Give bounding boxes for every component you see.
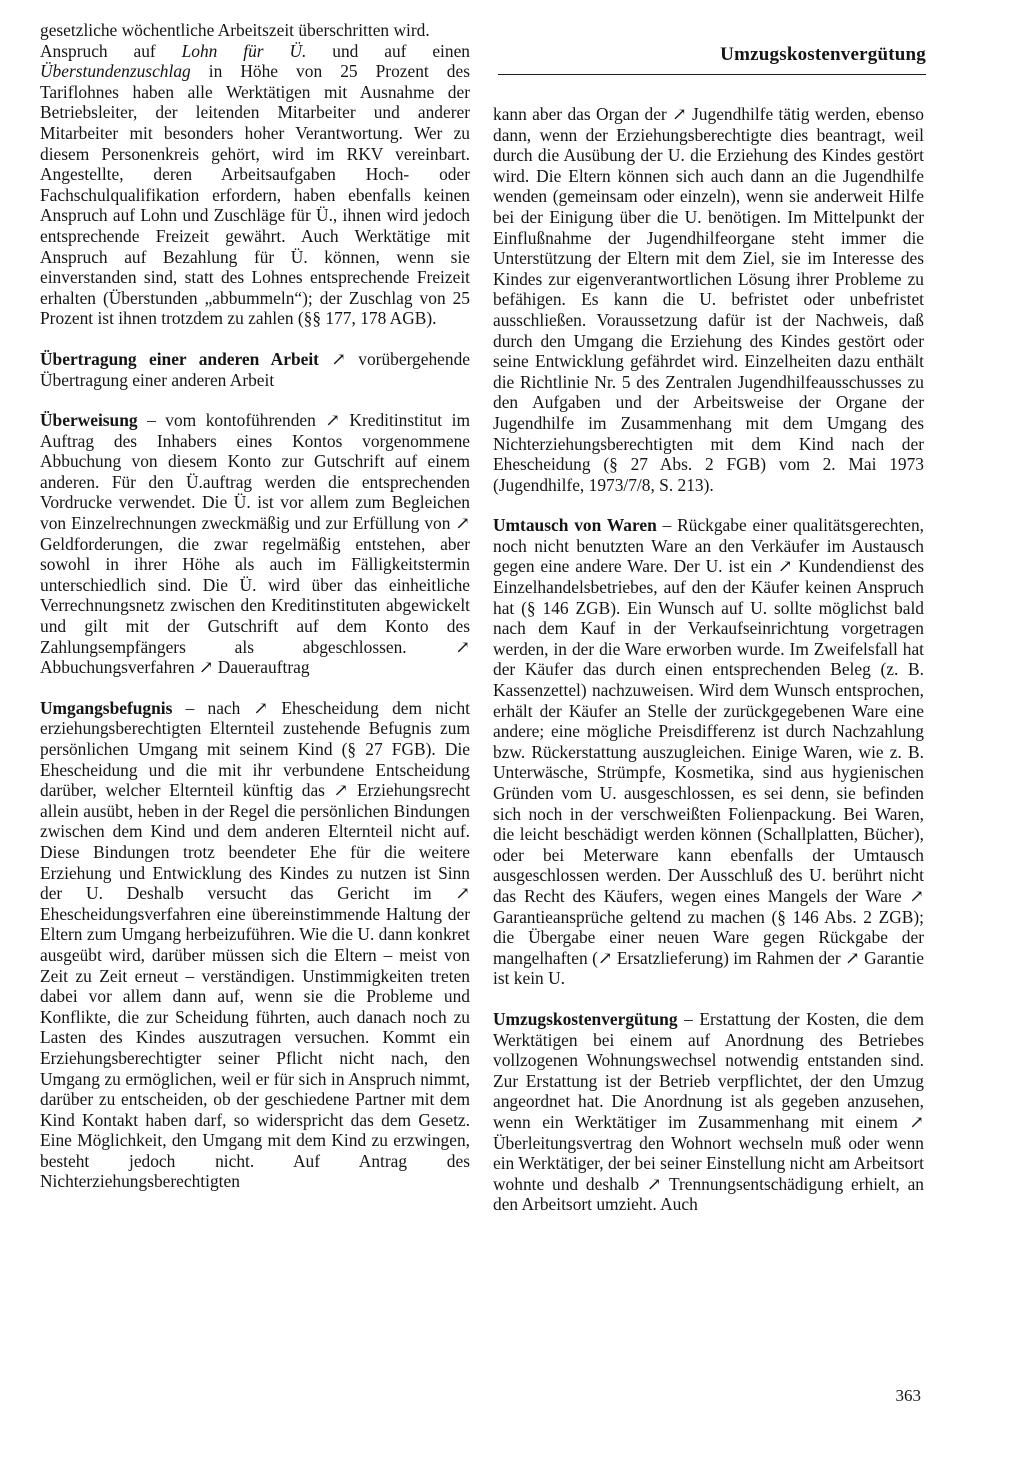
- text-run: Anspruch auf: [40, 40, 182, 61]
- entry-term: Übertragung einer anderen Arbeit: [40, 348, 319, 369]
- entry-ueberweisung: [40, 410, 470, 678]
- right-column: [493, 104, 924, 1215]
- text-run: in Höhe von 25 Prozent des Tariflohnes haben alle Werktätigen mit Ausnahme der Betriebsleiter, der leitenden Mitarbeiter und anderer Mitarbeiter mit besonders hoher Verantwortung. Wer zu diesem Personenkreis gehört, wird im RKV vereinbart. Angestellte, deren Arbeitsaufgaben Hoch- oder Fachschulqualifikation erfordern, haben ebenfalls keinen Anspruch auf Lohn und Zuschläge für Ü., ihnen wird jedoch entsprechende Freizeit gewährt. Auch Werktätige mit Anspruch auf Bezahlung für Ü. können, wenn sie einverstanden sind, statt des Lohnes entsprechende Freizeit erhalten (Überstunden „abbummeln“); der Zuschlag von 25 Prozent ist ihnen trotzdem zu zahlen (§§ 177, 178 AGB).: [40, 61, 470, 329]
- entry-uebertragung: [40, 349, 470, 390]
- entry-text: – vom kontoführenden ↗ Kreditinstitut im Auftrag des Inhabers eines Kontos vorgenommene Abbuchung von diesem Konto zur Gutschrift auf einem anderen. Für den Ü.auftrag werden die entsprechenden Vordrucke verwendet. Die Ü. ist vor allem zum Begleichen von Einzelrechnungen zweckmäßig und zur Erfüllung von ↗ Geldforderungen, die zwar regelmäßig entstehen, aber sowohl in ihrer Höhe als auch im Fälligkeitstermin unterschiedlich sind. Die Ü. wird über das einheitliche Verrechnungsnetz zwischen den Kreditinstituten abgewickelt und gilt mit der Gutschrift auf dem Konto des Zahlungsempfängers als abgeschlossen. ↗ Abbuchungsverfahren ↗ Dauerauftrag: [40, 410, 470, 678]
- text-run: und auf einen: [306, 40, 470, 61]
- entry-text: – nach ↗ Ehescheidung dem nicht erziehungsberechtigten Elternteil zustehende Befugnis zum persönlichen Umgang mit seinem Kind (§ 27 FGB). Die Ehescheidung und die mit ihr verbundene Entscheidung darüber, welcher Elternteil künftig das ↗ Erziehungsrecht allein ausübt, heben in der Regel die persönlichen Bindungen zwischen dem Kind und dem anderen Elternteil nicht auf. Diese Bindungen trotz beendeter Ehe für die weitere Erziehung und Entwicklung des Kindes zu nutzen ist Sinn der U. Deshalb versucht das Gericht im ↗ Ehescheidungsverfahren eine übereinstimmende Haltung der Eltern zum Umgang herbeizuführen. Wie die U. dann konkret ausgeübt wird, darüber müssen sich die Eltern – meist von Zeit zu Zeit erneut – verständigen. Unstimmigkeiten treten dabei vor allem dann auf, wenn sie die Probleme und Konflikte, die zur Scheidung führten, auch danach noch zu Lasten des Kindes auszutragen versuchen. Kommt ein Erziehungsberechtigter seiner Pflicht nicht nach, den Umgang zu ermöglichen, weil er für sich in Anspruch nimmt, darüber zu entscheiden, ob der geschiedene Partner mit dem Kind Kontakt haben darf, so widerspricht das dem Gesetz. Eine Möglichkeit, den Umgang mit dem Kind zu erzwingen, besteht jedoch nicht. Auf Antrag des Nichterziehungsberechtigten: [40, 697, 470, 1192]
- entry-umgangsbefugnis: [40, 698, 470, 1192]
- entry-text: – Erstattung der Kosten, die dem Werktätigen bei einem auf Anordnung des Betriebes vollzogenen Wohnungswechsel notwendig entstanden sind. Zur Erstattung ist der Betrieb verpflichtet, der den Umzug angeordnet hat. Die Anordnung ist als gegeben anzusehen, wenn ein Werktätiger im Zusammenhang mit einem ↗ Überleitungsvertrag den Wohnort wechseln muß oder wenn ein Werktätiger, der bei seiner Einstellung nicht am Arbeitsort wohnte und deshalb ↗ Trennungsentschädigung erhielt, an den Arbeitsort umzieht. Auch: [493, 1008, 924, 1215]
- entry-umzugskostenverguetung: [493, 1009, 924, 1215]
- header-rule: [498, 74, 926, 75]
- entry-term: Umzugskostenvergütung: [493, 1008, 678, 1029]
- entry-term: Umgangsbefugnis: [40, 697, 173, 718]
- italic-term: Lohn für Ü.: [181, 40, 307, 61]
- page-number: 363: [895, 1386, 921, 1405]
- entry-text: – Rückgabe einer qualitätsgerechten, noch nicht benutzten Ware an den Verkäufer im Austausch gegen eine andere Ware. Der U. ist ein ↗ Kundendienst des Einzelhandelsbetriebes, auf den der Käufer keinen Anspruch hat (§ 146 ZGB). Ein Wunsch auf U. sollte möglichst bald nach dem Kauf in der Verkaufseinrichtung vorgetragen werden, in der die Ware erworben wurde. Im Zweifelsfall hat der Käufer das durch einen entsprechenden Beleg (z. B. Kassenzettel) nachzuweisen. Wird dem Wunsch entsprochen, erhält der Käufer an Stelle der zurückgegebenen Ware eine andere; eine mögliche Preisdifferenz ist durch Nachzahlung bzw. Rückerstattung auszugleichen. Einige Waren, wie z. B. Unterwäsche, Strümpfe, Kosmetika, sind aus hygienischen Gründen vom U. ausgeschlossen, es sei denn, sie befinden sich noch in der verschweißten Folienpackung. Bei Waren, die leicht beschädigt werden können (Schallplatten, Bücher), oder bei Meterware kann ebenfalls der Umtausch ausgeschlossen werden. Der Ausschluß des U. berührt nicht das Recht des Käufers, wegen eines Mangels der Ware ↗ Garantieansprüche geltend zu machen (§ 146 Abs. 2 ZGB); die Übergabe einer neuen Ware gegen Rückgabe der mangelhaften (↗ Ersatzlieferung) im Rahmen der ↗ Garantie ist kein U.: [493, 515, 925, 989]
- running-header-title: Umzugskostenvergütung: [720, 44, 926, 65]
- italic-term: Überstundenzuschlag: [40, 61, 191, 82]
- entry-term: Umtausch von Waren: [493, 515, 657, 536]
- entry-umtausch-von-waren: [493, 515, 924, 989]
- entry-text: ↗ vorübergehende Übertragung einer anderen Arbeit: [40, 348, 470, 390]
- entry-term: Überweisung: [40, 410, 138, 431]
- left-column: [40, 20, 470, 1192]
- paragraph-overtime-pay: [40, 41, 470, 329]
- continued-paragraph: kann aber das Organ der ↗ Jugendhilfe tätig werden, ebenso dann, wenn der Erziehungsberechtigte dies beantragt, weil durch die Ausübung der U. die Erziehung des Kindes gestört wird. Die Eltern können sich auch dann an die Jugendhilfe wenden (gemeinsam oder einzeln), wenn sie anderweit Hilfe bei der Einigung über die U. benötigen. Im Mittelpunkt der Einflußnahme der Jugendhilfeorgane steht immer die Unterstützung der Eltern mit dem Ziel, sie im Interesse des Kindes zur eigenverantwortlichen Lösung ihrer Probleme zu befähigen. Es kann die U. befristet oder unbefristet ausschließen. Voraussetzung dafür ist der Nachweis, daß durch den Umgang die Erziehung des Kindes gestört oder seine Entwicklung gefährdet wird. Einzelheiten dazu enthält die Richtlinie Nr. 5 des Zentralen Jugendhilfeausschusses zu den Aufgaben und der Arbeitsweise der Organe der Jugendhilfe im Zusammenhang mit dem Umgang des Nichterziehungsberechtigten mit dem Kind nach der Ehescheidung (§ 27 Abs. 2 FGB) vom 2. Mai 1973 (Jugendhilfe, 1973/7/8, S. 213).: [493, 104, 924, 495]
- continued-paragraph: gesetzliche wöchentliche Arbeitszeit überschritten wird.: [40, 20, 430, 40]
